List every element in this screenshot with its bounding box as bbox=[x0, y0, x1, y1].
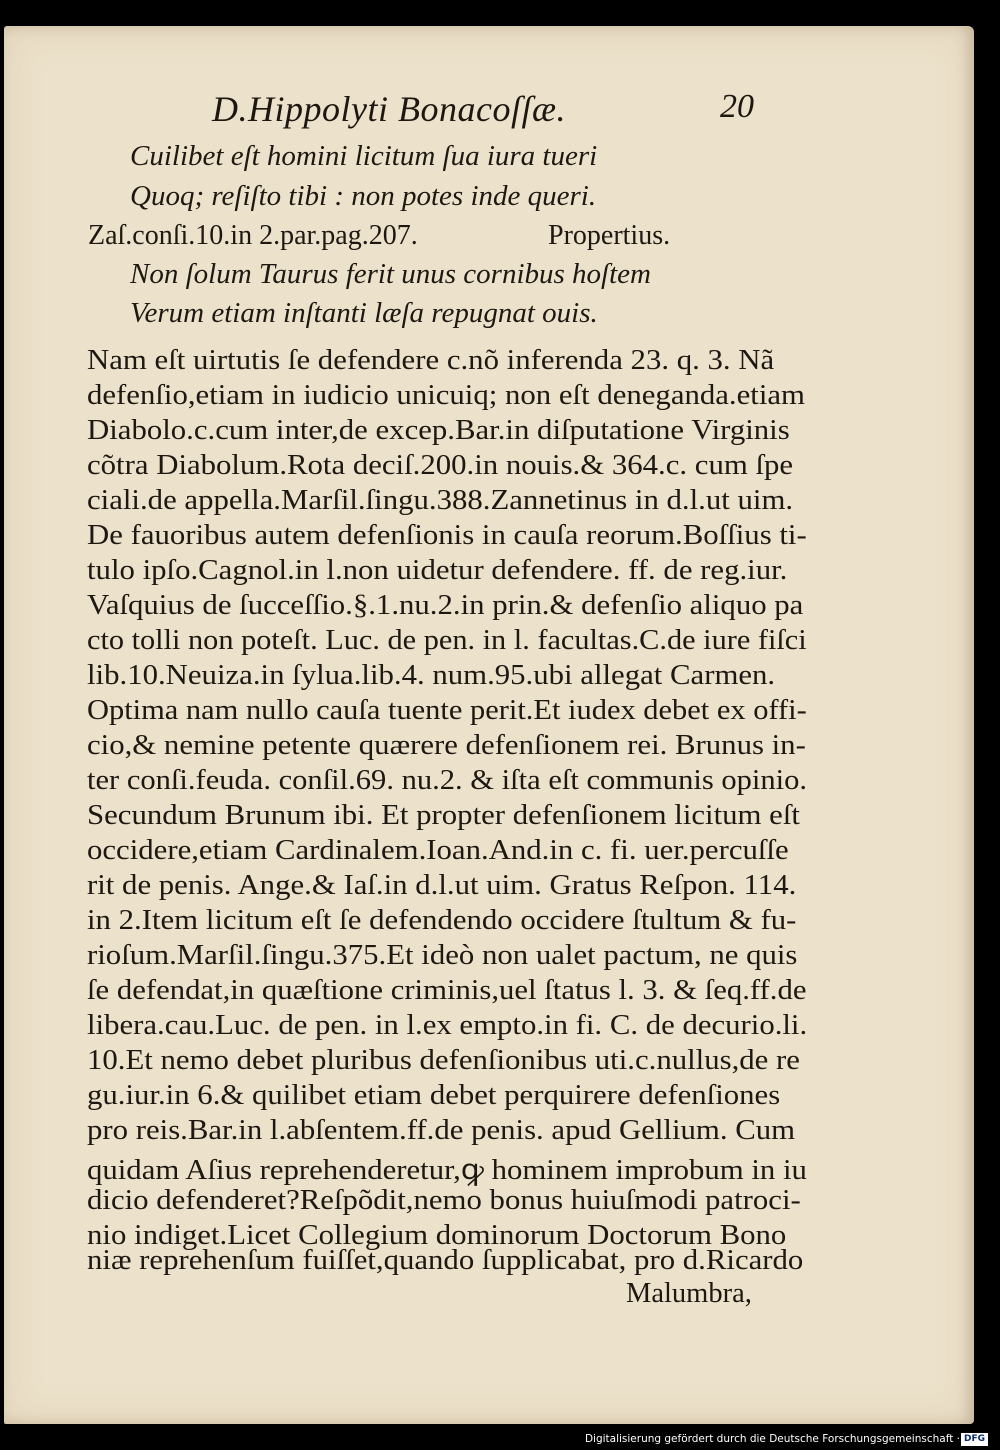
body-line: lib.10.Neuiza.in ſylua.lib.4. num.95.ubi allegat Carmen. bbox=[87, 660, 776, 691]
body-line: Diabolo.c.cum inter,de excep.Bar.in diſputatione Virginis bbox=[87, 415, 790, 446]
body-line: 10.Et nemo debet pluribus defenſionibus uti.c.nullus,de re bbox=[87, 1045, 800, 1076]
body-line: cõtra Diabolum.Rota deciſ.200.in nouis.& 364.c. cum ſpe bbox=[87, 450, 794, 481]
body-line: Nam eſt uirtutis ſe defendere c.nõ inferenda 23. q. 3. Nã bbox=[87, 345, 775, 376]
verse-line: Non ſolum Taurus ferit unus cornibus hoſtem bbox=[130, 258, 651, 290]
source-author: Propertius. bbox=[548, 220, 671, 251]
source-citation: Zaſ.conſi.10.in 2.par.pag.207. bbox=[88, 220, 418, 251]
folio-number: 20 bbox=[720, 88, 754, 125]
body-line: ſe defendat,in quæſtione criminis,uel ſtatus l. 3. & ſeq.ff.de bbox=[87, 975, 807, 1006]
body-line: defenſio,etiam in iudicio unicuiq; non eſt deneganda.etiam bbox=[87, 380, 805, 411]
body-line: tulo ipſo.Cagnol.in l.non uidetur defendere. ff. de reg.iur. bbox=[87, 555, 788, 586]
funding-credit: Digitalisierung gefördert durch die Deutsche Forschungsgemeinschaft · bbox=[584, 1433, 960, 1445]
verse-line: Verum etiam inſtanti læſa repugnat ouis. bbox=[130, 297, 598, 329]
body-line: pro reis.Bar.in l.abſentem.ff.de penis. apud Gellium. Cum bbox=[87, 1115, 796, 1146]
body-line: De fauoribus autem defenſionis in cauſa reorum.Boſſius ti- bbox=[87, 520, 807, 551]
body-line: rioſum.Marſil.ſingu.375.Et ideò non ualet pactum, ne quis bbox=[87, 940, 798, 971]
body-line: libera.cau.Luc. de pen. in l.ex empto.in fi. C. de decurio.li. bbox=[87, 1010, 808, 1041]
body-line: cto tolli non poteſt. Luc. de pen. in l. facultas.C.de iure fiſci bbox=[87, 625, 807, 656]
body-line: ter conſi.feuda. conſil.69. nu.2. & iſta eſt communis opinio. bbox=[87, 765, 808, 796]
body-line: niæ reprehenſum fuiſſet,quando ſupplicabat, pro d.Ricardo bbox=[87, 1245, 804, 1276]
body-line: cio,& nemine petente quærere defenſionem rei. Brunus in- bbox=[87, 730, 806, 761]
catchword: Malumbra, bbox=[626, 1278, 752, 1309]
body-line: ciali.de appella.Marſil.ſingu.388.Zannetinus in d.l.ut uim. bbox=[87, 485, 794, 516]
verse-line: Quoq; reſiſto tibi : non potes inde queri. bbox=[130, 180, 597, 212]
body-line: quidam Aſius reprehenderetur,ꝙ hominem improbum in iu bbox=[87, 1155, 807, 1186]
running-head: D.Hippolyti Bonacoſſæ. bbox=[212, 89, 566, 129]
body-line: dicio defenderet?Reſpõdit,nemo bonus huiuſmodi patroci- bbox=[87, 1185, 801, 1216]
verse-line: Cuilibet eſt homini licitum ſua iura tueri bbox=[130, 140, 598, 172]
body-line: nio indiget.Licet Collegium dominorum Doctorum Bono bbox=[87, 1220, 787, 1251]
body-line: Vaſquius de ſucceſſio.§.1.nu.2.in prin.& defenſio aliquo pa bbox=[87, 590, 804, 621]
body-line: gu.iur.in 6.& quilibet etiam debet perquirere defenſiones bbox=[87, 1080, 781, 1111]
body-line: Secundum Brunum ibi. Et propter defenſionem licitum eſt bbox=[87, 800, 800, 831]
body-line: occidere,etiam Cardinalem.Ioan.And.in c. fi. uer.percuſſe bbox=[87, 835, 789, 866]
body-line: in 2.Item licitum eſt ſe defendendo occidere ſtultum & fu- bbox=[87, 905, 797, 936]
body-line: rit de penis. Ange.& Iaſ.in d.l.ut uim. Gratus Reſpon. 114. bbox=[87, 870, 797, 901]
dfg-logo: DFG bbox=[961, 1433, 988, 1446]
body-line: Optima nam nullo cauſa tuente perit.Et iudex debet ex offi- bbox=[87, 695, 807, 726]
